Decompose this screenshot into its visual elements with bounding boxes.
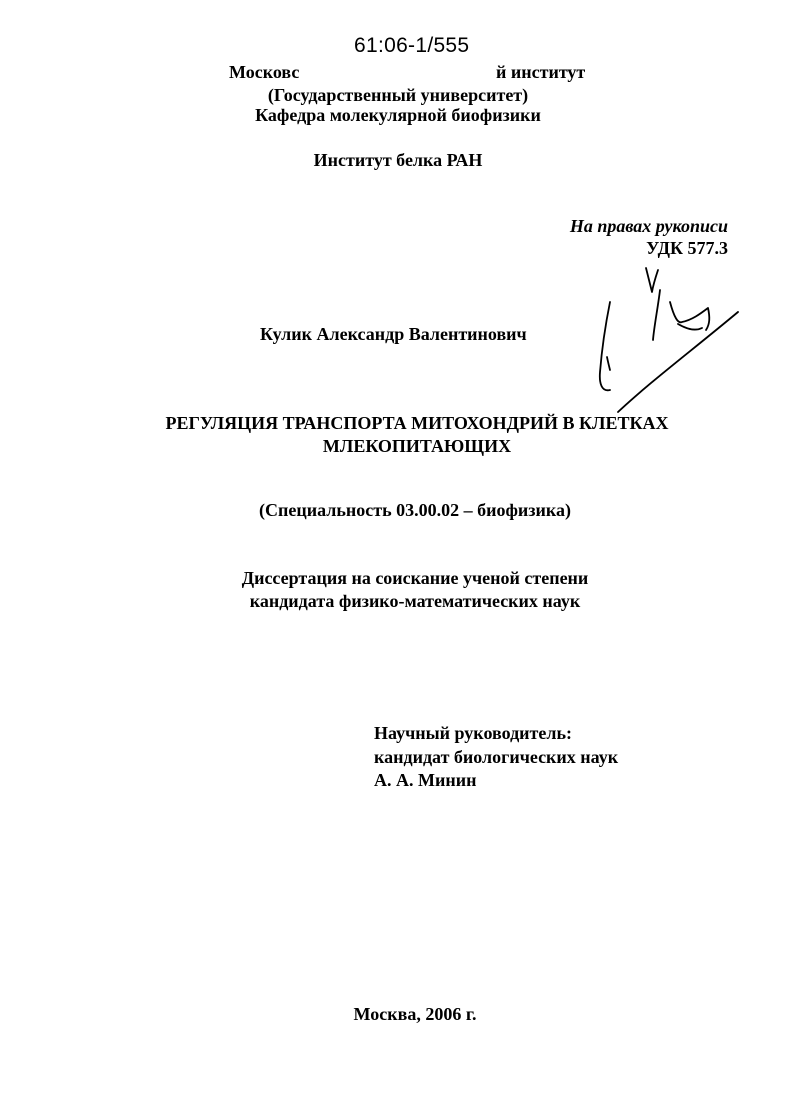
institution-name-end: й институт <box>496 62 586 82</box>
institution-name-start: Московс <box>229 62 300 82</box>
handwritten-signature <box>560 262 750 432</box>
dissertation-title-line-2: МЛЕКОПИТАЮЩИХ <box>322 436 512 456</box>
institute-name: Институт белка РАН <box>313 150 483 170</box>
manuscript-rights-label: На правах рукописи <box>569 216 728 236</box>
author-name: Кулик Александр Валентинович <box>260 324 527 344</box>
degree-line-1: Диссертация на соискание ученой степени <box>241 568 589 588</box>
department-name: Кафедра молекулярной биофизики <box>255 105 541 125</box>
manuscript-rights-block <box>570 215 728 259</box>
city-and-year: Москва, 2006 г. <box>353 1004 477 1024</box>
degree-line-2: кандидата физико-математических наук <box>249 591 581 611</box>
stamp-overlay-blank <box>318 58 494 82</box>
supervisor-label: Научный руководитель: <box>374 723 572 743</box>
udc-code: УДК 577.3 <box>646 238 728 258</box>
library-stamp-number: 61:06-1/555 <box>354 34 470 57</box>
supervisor-name: А. А. Минин <box>374 770 477 790</box>
university-status: (Государственный университет) <box>267 85 529 105</box>
specialty: (Специальность 03.00.02 – биофизика) <box>259 500 571 520</box>
supervisor-degree: кандидат биологических наук <box>374 746 619 767</box>
supervisor-block <box>374 722 618 793</box>
dissertation-title-line-1: РЕГУЛЯЦИЯ ТРАНСПОРТА МИТОХОНДРИЙ В КЛЕТКАХ <box>165 413 669 433</box>
